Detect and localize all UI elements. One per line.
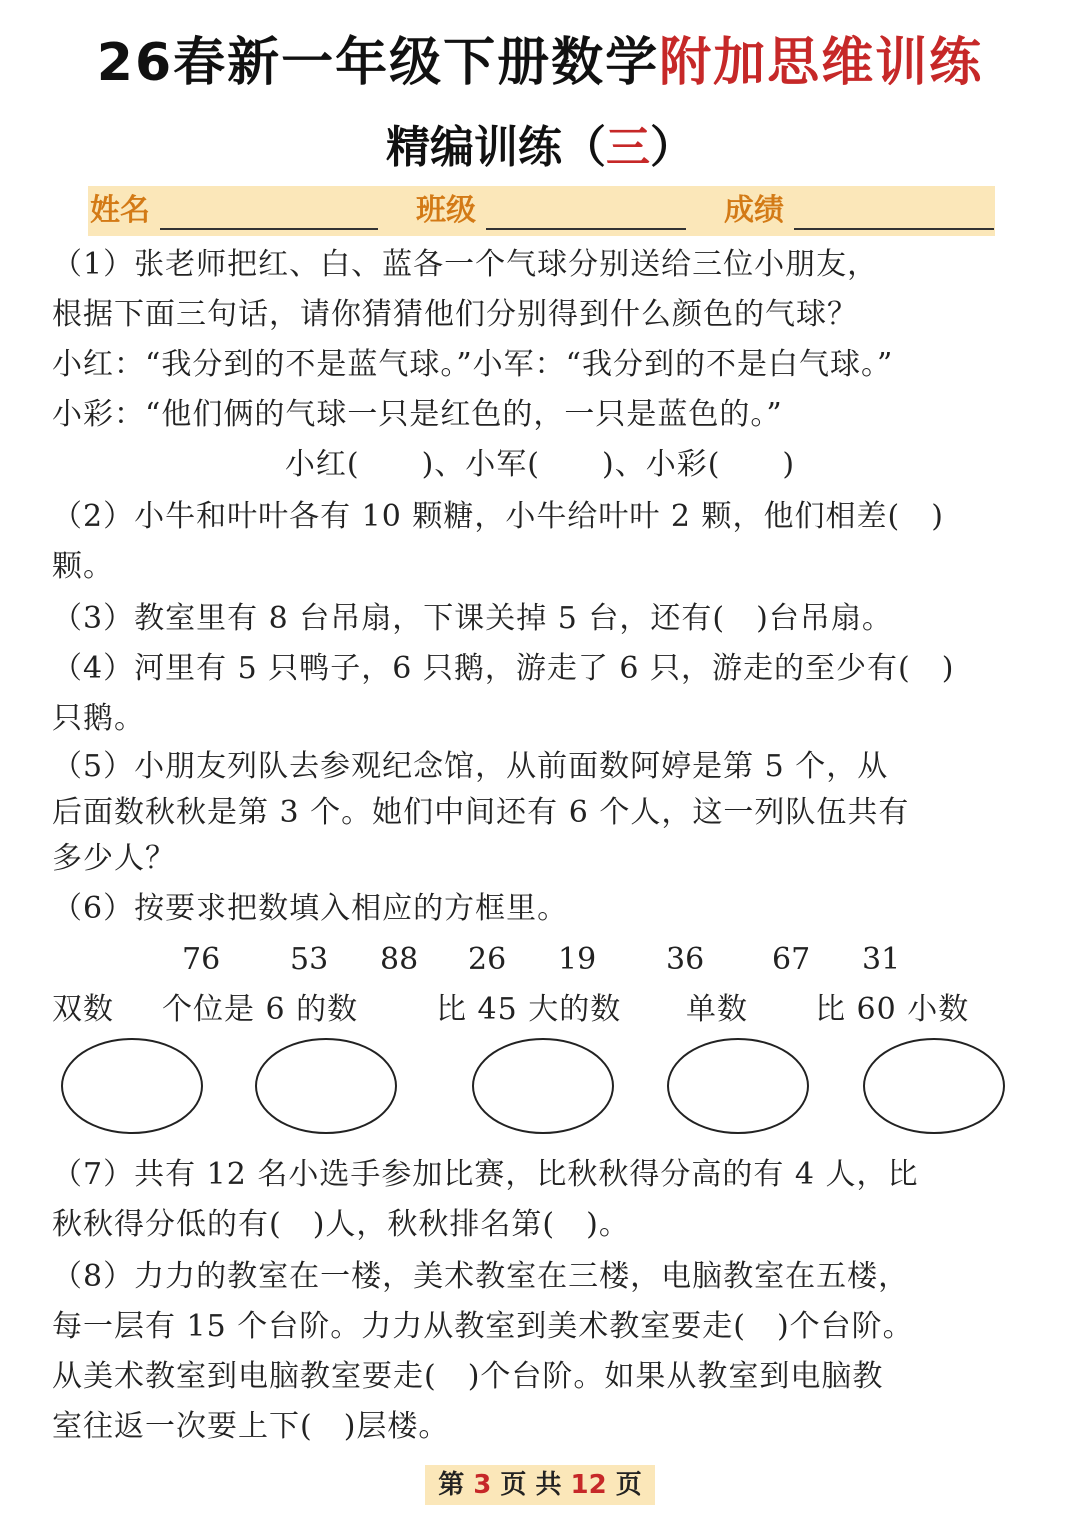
question-5-line-1: （5）小朋友列队去参观纪念馆，从前面数阿婷是第 5 个，从 — [52, 749, 889, 784]
question-4-line-2: 只鹅。 — [52, 701, 145, 736]
question-6-line-1: （6）按要求把数填入相应的方框里。 — [52, 891, 569, 926]
answer-oval-less-60[interactable] — [863, 1038, 1005, 1134]
question-1-answer-line: 小红( )、小军( )、小彩( ) — [284, 447, 796, 482]
total-page-number: 12 — [570, 1470, 607, 1500]
title-highlight: 附加思维训练 — [659, 33, 984, 93]
question-1-line-3: 小红：“我分到的不是蓝气球。”小军：“我分到的不是白气球。” — [52, 347, 894, 382]
answer-oval-odd[interactable] — [667, 1038, 809, 1134]
footer-suffix: 页 — [606, 1470, 642, 1500]
question-8-line-1: （8）力力的教室在一楼，美术教室在三楼，电脑教室在五楼， — [52, 1259, 910, 1294]
number-item: 88 — [380, 942, 419, 977]
student-info-bar — [88, 186, 995, 236]
question-8-line-3: 从美术教室到电脑教室要走( )个台阶。如果从教室到电脑教 — [52, 1359, 884, 1394]
score-blank[interactable] — [794, 228, 994, 230]
answer-oval-even[interactable] — [61, 1038, 203, 1134]
class-blank[interactable] — [486, 228, 686, 230]
answer-oval-units-six[interactable] — [255, 1038, 397, 1134]
question-8-line-4: 室往返一次要上下( )层楼。 — [52, 1409, 450, 1444]
question-1-line-4: 小彩：“他们俩的气球一只是红色的，一只是蓝色的。” — [52, 397, 783, 432]
number-item: 36 — [666, 942, 705, 977]
footer-prefix: 第 — [438, 1470, 474, 1500]
number-item: 26 — [468, 942, 507, 977]
category-odd: 单数 — [686, 992, 748, 1027]
question-2-line-2: 颗。 — [52, 549, 114, 584]
category-greater-45: 比 45 大的数 — [436, 992, 622, 1027]
number-list — [0, 935, 1080, 985]
answer-oval-greater-45[interactable] — [472, 1038, 614, 1134]
category-less-60: 比 60 小数 — [815, 992, 970, 1027]
subtitle-suffix: ） — [650, 122, 694, 173]
page-footer — [425, 1465, 655, 1505]
question-7-line-1: （7）共有 12 名小选手参加比赛，比秋秋得分高的有 4 人，比 — [52, 1157, 919, 1192]
category-units-six: 个位是 6 的数 — [162, 992, 359, 1027]
question-1-line-1: （1）张老师把红、白、蓝各一个气球分别送给三位小朋友， — [52, 247, 879, 282]
question-7-line-2: 秋秋得分低的有( )人，秋秋排名第( )。 — [52, 1207, 630, 1242]
question-8-line-2: 每一层有 15 个台阶。力力从教室到美术教室要走( )个台阶。 — [52, 1309, 914, 1344]
question-1-line-2: 根据下面三句话，请你猜猜他们分别得到什么颜色的气球？ — [52, 297, 858, 332]
question-4-line-1: （4）河里有 5 只鸭子，6 只鹅，游走了 6 只，游走的至少有( ) — [52, 651, 955, 686]
score-label: 成绩 — [724, 193, 784, 228]
subtitle-prefix: 精编训练（ — [386, 122, 606, 173]
number-item: 31 — [862, 942, 901, 977]
category-list — [0, 985, 1080, 1035]
number-item: 76 — [182, 942, 221, 977]
class-label: 班级 — [416, 193, 476, 228]
name-label: 姓名 — [90, 193, 150, 228]
number-item: 53 — [290, 942, 329, 977]
footer-middle: 页 共 — [491, 1470, 571, 1500]
name-blank[interactable] — [160, 228, 378, 230]
page-subtitle — [0, 118, 1080, 178]
category-even: 双数 — [52, 992, 114, 1027]
question-3-line-1: （3）教室里有 8 台吊扇，下课关掉 5 台，还有( )台吊扇。 — [52, 601, 893, 636]
page-title — [0, 30, 1080, 96]
subtitle-number: 三 — [606, 122, 650, 173]
number-item: 67 — [772, 942, 811, 977]
question-5-line-3: 多少人？ — [52, 841, 176, 876]
current-page-number: 3 — [473, 1470, 492, 1500]
question-2-line-1: （2）小牛和叶叶各有 10 颗糖，小牛给叶叶 2 颗，他们相差( ) — [52, 499, 944, 534]
question-5-line-2: 后面数秋秋是第 3 个。她们中间还有 6 个人，这一列队伍共有 — [52, 795, 910, 830]
number-item: 19 — [558, 942, 597, 977]
title-main: 26春新一年级下册数学 — [96, 33, 660, 93]
